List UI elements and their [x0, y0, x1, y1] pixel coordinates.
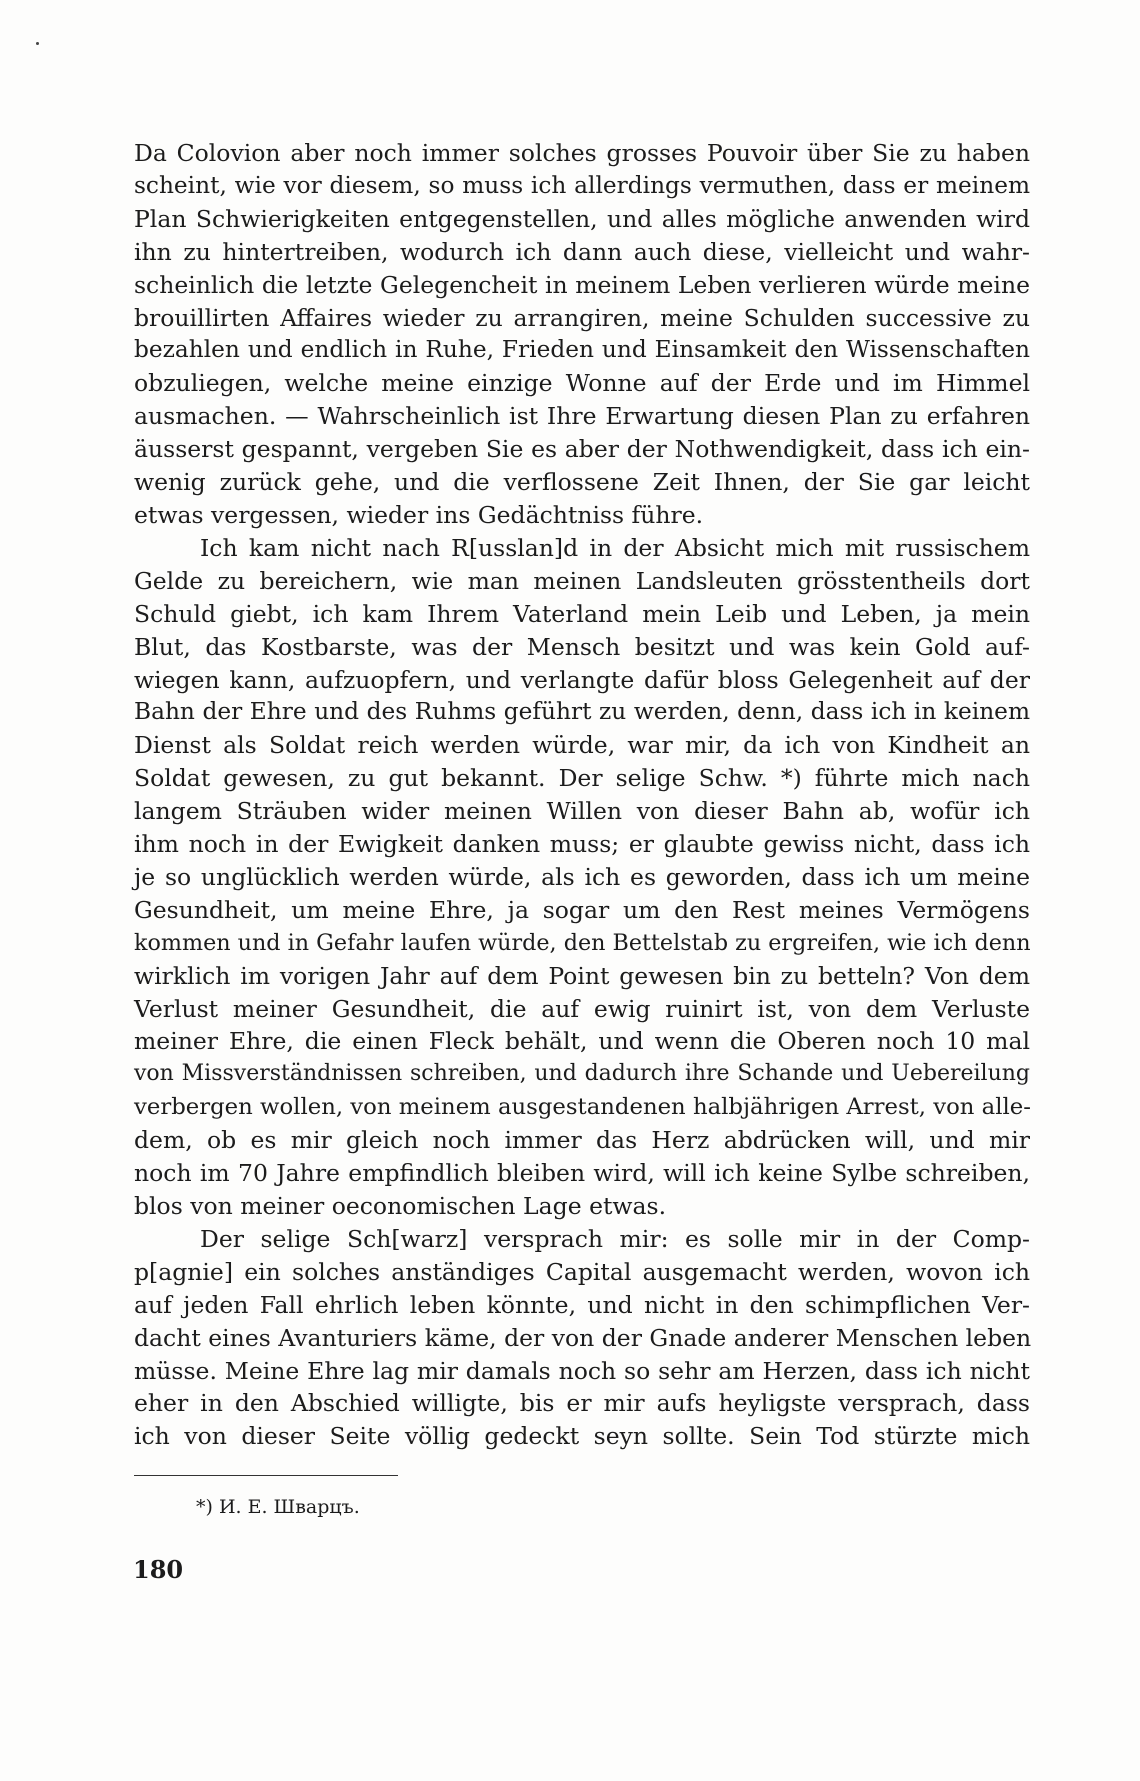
- footnote: *) И. Е. Шварцъ.: [196, 1496, 360, 1518]
- text-line: müsse. Meine Ehre lag mir damals noch so sehr am Herzen, dass ich nicht: [134, 1356, 1030, 1385]
- text-line: dacht eines Avanturiers käme, der von der Gnade anderer Menschen leben: [134, 1323, 1032, 1352]
- text-line: verbergen wollen, von meinem ausgestandenen halbjährigen Arrest, von alle-: [134, 1094, 1031, 1121]
- text-line: wiegen kann, aufzuopfern, und verlangte dafür bloss Gelegenheit auf der: [134, 665, 1030, 694]
- text-line: von Missverständnissen schreiben, und dadurch ihre Schande und Uebereilung: [134, 1061, 1030, 1087]
- text-line: blos von meiner oeconomischen Lage etwas.: [134, 1192, 667, 1220]
- text-line: Schuld giebt, ich kam Ihrem Vaterland mein Leib und Leben, ja mein: [134, 599, 1030, 628]
- text-line: Da Colovion aber noch immer solches grosses Pouvoir über Sie zu haben: [134, 139, 1030, 167]
- paragraph: [134, 1223, 1030, 1453]
- text-line: Bahn der Ehre und des Ruhms geführt zu werden, denn, dass ich in keinem: [134, 698, 1030, 726]
- text-line: Gesundheit, um meine Ehre, ja sogar um den Rest meines Vermögens: [134, 895, 1030, 924]
- text-line: Soldat gewesen, zu gut bekannt. Der selige Schw. *) führte mich nach: [134, 764, 1030, 793]
- text-line: scheinlich die letzte Gelegencheit in meinem Leben verlieren würde meine: [134, 270, 1030, 299]
- page-number: 180: [133, 1555, 184, 1584]
- text-line: eher in den Abschied willigte, bis er mir aufs heyligste versprach, dass: [134, 1389, 1030, 1418]
- text-line: Ich kam nicht nach R[usslan]d in der Absicht mich mit russischem: [200, 533, 1030, 562]
- text-line: Verlust meiner Gesundheit, die auf ewig ruinirt ist, von dem Verluste: [134, 994, 1030, 1023]
- text-line: bezahlen und endlich in Ruhe, Frieden und Einsamkeit den Wissenschaften: [134, 336, 1030, 364]
- text-line: Plan Schwierigkeiten entgegenstellen, und alles mögliche anwenden wird: [134, 204, 1030, 233]
- text-line: äusserst gespannt, vergeben Sie es aber der Nothwendigkeit, dass ich ein-: [134, 435, 1030, 464]
- text-line: noch im 70 Jahre empfindlich bleiben wird, will ich keine Sylbe schreiben,: [134, 1159, 1030, 1188]
- text-line: langem Sträuben wider meinen Willen von dieser Bahn ab, wofür ich: [134, 797, 1030, 826]
- text-line: ausmachen. — Wahrscheinlich ist Ihre Erwartung diesen Plan zu erfahren: [134, 402, 1030, 431]
- text-line: wirklich im vorigen Jahr auf dem Point gewesen bin zu betteln? Von dem: [134, 961, 1030, 990]
- text-line: auf jeden Fall ehrlich leben könnte, und nicht in den schimpflichen Ver-: [134, 1290, 1030, 1319]
- text-line: dem, ob es mir gleich noch immer das Herz abdrücken will, und mir: [134, 1126, 1030, 1155]
- text-line: Dienst als Soldat reich werden würde, war mir, da ich von Kindheit an: [134, 731, 1030, 760]
- text-line: obzuliegen, welche meine einzige Wonne auf der Erde und im Himmel: [134, 369, 1030, 398]
- text-line: wenig zurück gehe, und die verflossene Zeit Ihnen, der Sie gar leicht: [134, 468, 1030, 497]
- text-line: meiner Ehre, die einen Fleck behält, und wenn die Oberen noch 10 mal: [134, 1027, 1030, 1056]
- text-line: Gelde zu bereichern, wie man meinen Landsleuten grösstentheils dort: [134, 566, 1030, 595]
- text-line: scheint, wie vor diesem, so muss ich allerdings vermuthen, dass er meinem: [134, 171, 1030, 199]
- text-line: etwas vergessen, wieder ins Gedächtniss führe.: [134, 500, 704, 529]
- text-line: kommen und in Gefahr laufen würde, den Bettelstab zu ergreifen, wie ich denn: [134, 929, 1031, 956]
- text-line: brouillirten Affaires wieder zu arrangiren, meine Schulden successive zu: [134, 303, 1030, 332]
- text-line: ihn zu hintertreiben, wodurch ich dann auch diese, vielleicht und wahr-: [134, 237, 1030, 266]
- text-line: Der selige Sch[warz] versprach mir: es solle mir in der Comp-: [200, 1224, 1030, 1253]
- text-line: Blut, das Kostbarste, was der Mensch besitzt und was kein Gold auf-: [134, 632, 1030, 661]
- text-line: je so unglücklich werden würde, als ich es geworden, dass ich um meine: [134, 862, 1030, 891]
- paragraph: [134, 137, 1030, 532]
- scan-speck: [36, 42, 39, 45]
- text-line: ihm noch in der Ewigkeit danken muss; er glaubte gewiss nicht, dass ich: [134, 830, 1030, 859]
- text-line: p[agnie] ein solches anständiges Capital ausgemacht werden, wovon ich: [134, 1257, 1030, 1286]
- text-line: ich von dieser Seite völlig gedeckt seyn sollte. Sein Tod stürzte mich: [134, 1422, 1030, 1451]
- paragraph: [134, 532, 1030, 1223]
- body-text: [134, 137, 1030, 1453]
- footnote-rule: [134, 1475, 398, 1476]
